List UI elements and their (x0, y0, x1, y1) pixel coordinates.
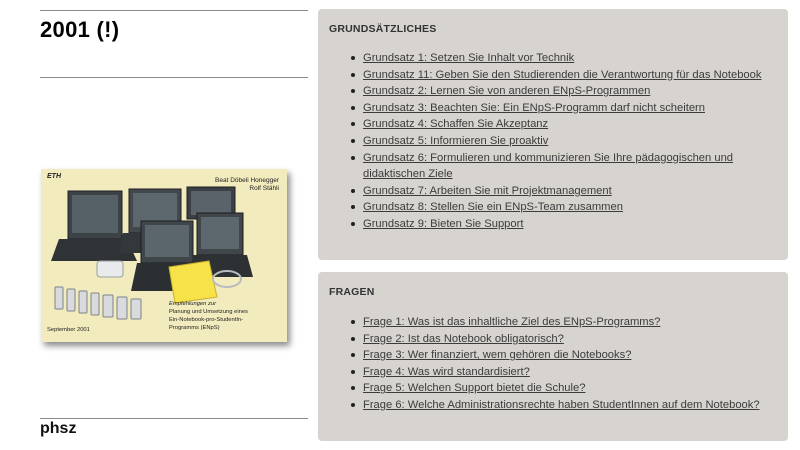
footer-rule (40, 418, 308, 419)
grundsatz-link[interactable]: Grundsatz 8: Stellen Sie ein ENpS-Team zusammen (363, 201, 623, 214)
grundsatz-link[interactable]: Grundsatz 2: Lernen Sie von anderen ENpS-Programmen (363, 85, 651, 98)
list-item (329, 116, 778, 133)
frage-link[interactable]: Frage 3: Wer finanziert, wem gehören die Notebooks? (363, 349, 632, 362)
grundsatz-link[interactable]: Grundsatz 5: Informieren Sie proaktiv (363, 134, 549, 147)
fragen-heading: FRAGEN (329, 286, 375, 298)
list-item (329, 314, 778, 331)
grundsatz-link[interactable]: Grundsatz 6: Formulieren und kommunizieren Sie Ihre pädagogischen und didaktischen Ziele (363, 151, 734, 181)
grundsatz-link[interactable]: Grundsatz 1: Setzen Sie Inhalt vor Technik (363, 52, 575, 64)
cover-subtitle-italic: Empfehlungen zur (169, 301, 217, 307)
grundsatz-link[interactable]: Grundsatz 3: Beachten Sie: Ein ENpS-Programm darf nicht scheitern (363, 101, 705, 114)
cover-subtitle-line-3: Programms (ENpS) (169, 325, 220, 331)
top-rule (40, 10, 308, 11)
list-item (329, 67, 778, 84)
fragen-panel (318, 272, 788, 441)
fragen-list (329, 314, 778, 414)
list-item (329, 150, 778, 183)
list-item (329, 216, 778, 233)
list-item (329, 397, 778, 414)
grundsaetze-panel (318, 9, 788, 260)
list-item (329, 83, 778, 100)
page-title: 2001 (!) (40, 17, 120, 42)
grundsatz-link[interactable]: Grundsatz 11: Geben Sie den Studierenden die Verantwortung für das Notebook (363, 68, 762, 81)
list-item (329, 199, 778, 216)
list-item (329, 133, 778, 150)
cover-author-2: Rolf Stähli (249, 185, 279, 192)
list-item (329, 183, 778, 200)
cover-date: September 2001 (47, 327, 90, 333)
grundsatz-link[interactable]: Grundsatz 7: Arbeiten Sie mit Projektmanagement (363, 184, 612, 197)
frage-link[interactable]: Frage 2: Ist das Notebook obligatorisch? (363, 332, 564, 345)
frage-link[interactable]: Frage 1: Was ist das inhaltliche Ziel des ENpS-Programms? (363, 316, 661, 328)
frage-link[interactable]: Frage 5: Welchen Support bietet die Schule? (363, 382, 586, 395)
list-item (329, 347, 778, 364)
list-item (329, 364, 778, 381)
grundsatz-link[interactable]: Grundsatz 4: Schaffen Sie Akzeptanz (363, 118, 549, 131)
grundsaetze-heading: GRUNDSÄTZLICHES (329, 23, 437, 35)
list-item (329, 380, 778, 397)
grundsatz-link[interactable]: Grundsatz 9: Bieten Sie Support (363, 217, 524, 230)
list-item (329, 50, 778, 67)
title-divider (40, 77, 308, 78)
brand-label: phsz (40, 420, 77, 437)
list-item (329, 331, 778, 348)
report-cover-image (41, 169, 287, 342)
grundsaetze-list (329, 50, 778, 233)
list-item (329, 100, 778, 117)
cover-subtitle-line-1: Planung und Umsetzung eines (169, 309, 248, 315)
frage-link[interactable]: Frage 4: Was wird standardisiert? (363, 365, 530, 378)
notebooks-photo (41, 169, 287, 342)
cover-author-1: Beat Döbeli Honegger (215, 177, 279, 184)
eth-logo: ETH (47, 173, 61, 180)
frage-link[interactable]: Frage 6: Welche Administrationsrechte haben StudentInnen auf dem Notebook? (363, 398, 760, 411)
cover-subtitle-line-2: Ein-Notebook-pro-StudentIn- (169, 317, 244, 323)
